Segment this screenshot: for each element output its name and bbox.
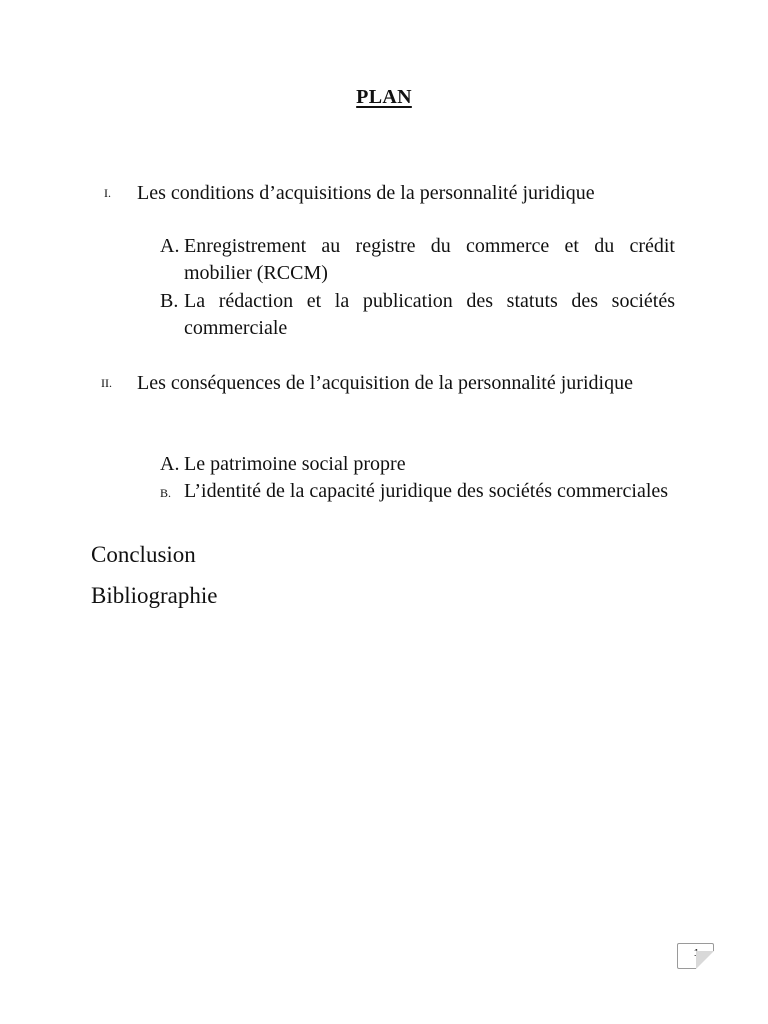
section-2-heading: Les conséquences de l’acquisition de la personnalité juridique — [137, 372, 633, 394]
section-2-numeral: II. — [101, 376, 112, 390]
section-1-sub-a-text: Enregistrement au registre du commerce et du crédit mobilier (RCCM) — [184, 235, 675, 284]
bibliography-heading: Bibliographie — [91, 583, 218, 608]
page-number: 1 — [693, 948, 700, 959]
section-1-sub-b-letter: B. — [160, 290, 179, 312]
section-1-sub-b-text: La rédaction et la publication des statuts des sociétés commerciale — [184, 290, 675, 339]
section-2-sub-a-text: Le patrimoine social propre — [184, 453, 406, 475]
section-1-sub-a-letter: A. — [160, 235, 180, 257]
page-title: PLAN — [356, 86, 412, 108]
section-1-numeral: I. — [104, 186, 111, 200]
section-2-sub-a-letter: A. — [160, 453, 180, 475]
section-1-heading: Les conditions d’acquisitions de la personnalité juridique — [137, 182, 595, 204]
section-2-sub-b-text: L’identité de la capacité juridique des sociétés commerciales — [184, 480, 669, 502]
section-2-sub-b-letter: B. — [160, 486, 172, 500]
conclusion-heading: Conclusion — [91, 542, 196, 567]
page-number-box — [677, 943, 714, 969]
